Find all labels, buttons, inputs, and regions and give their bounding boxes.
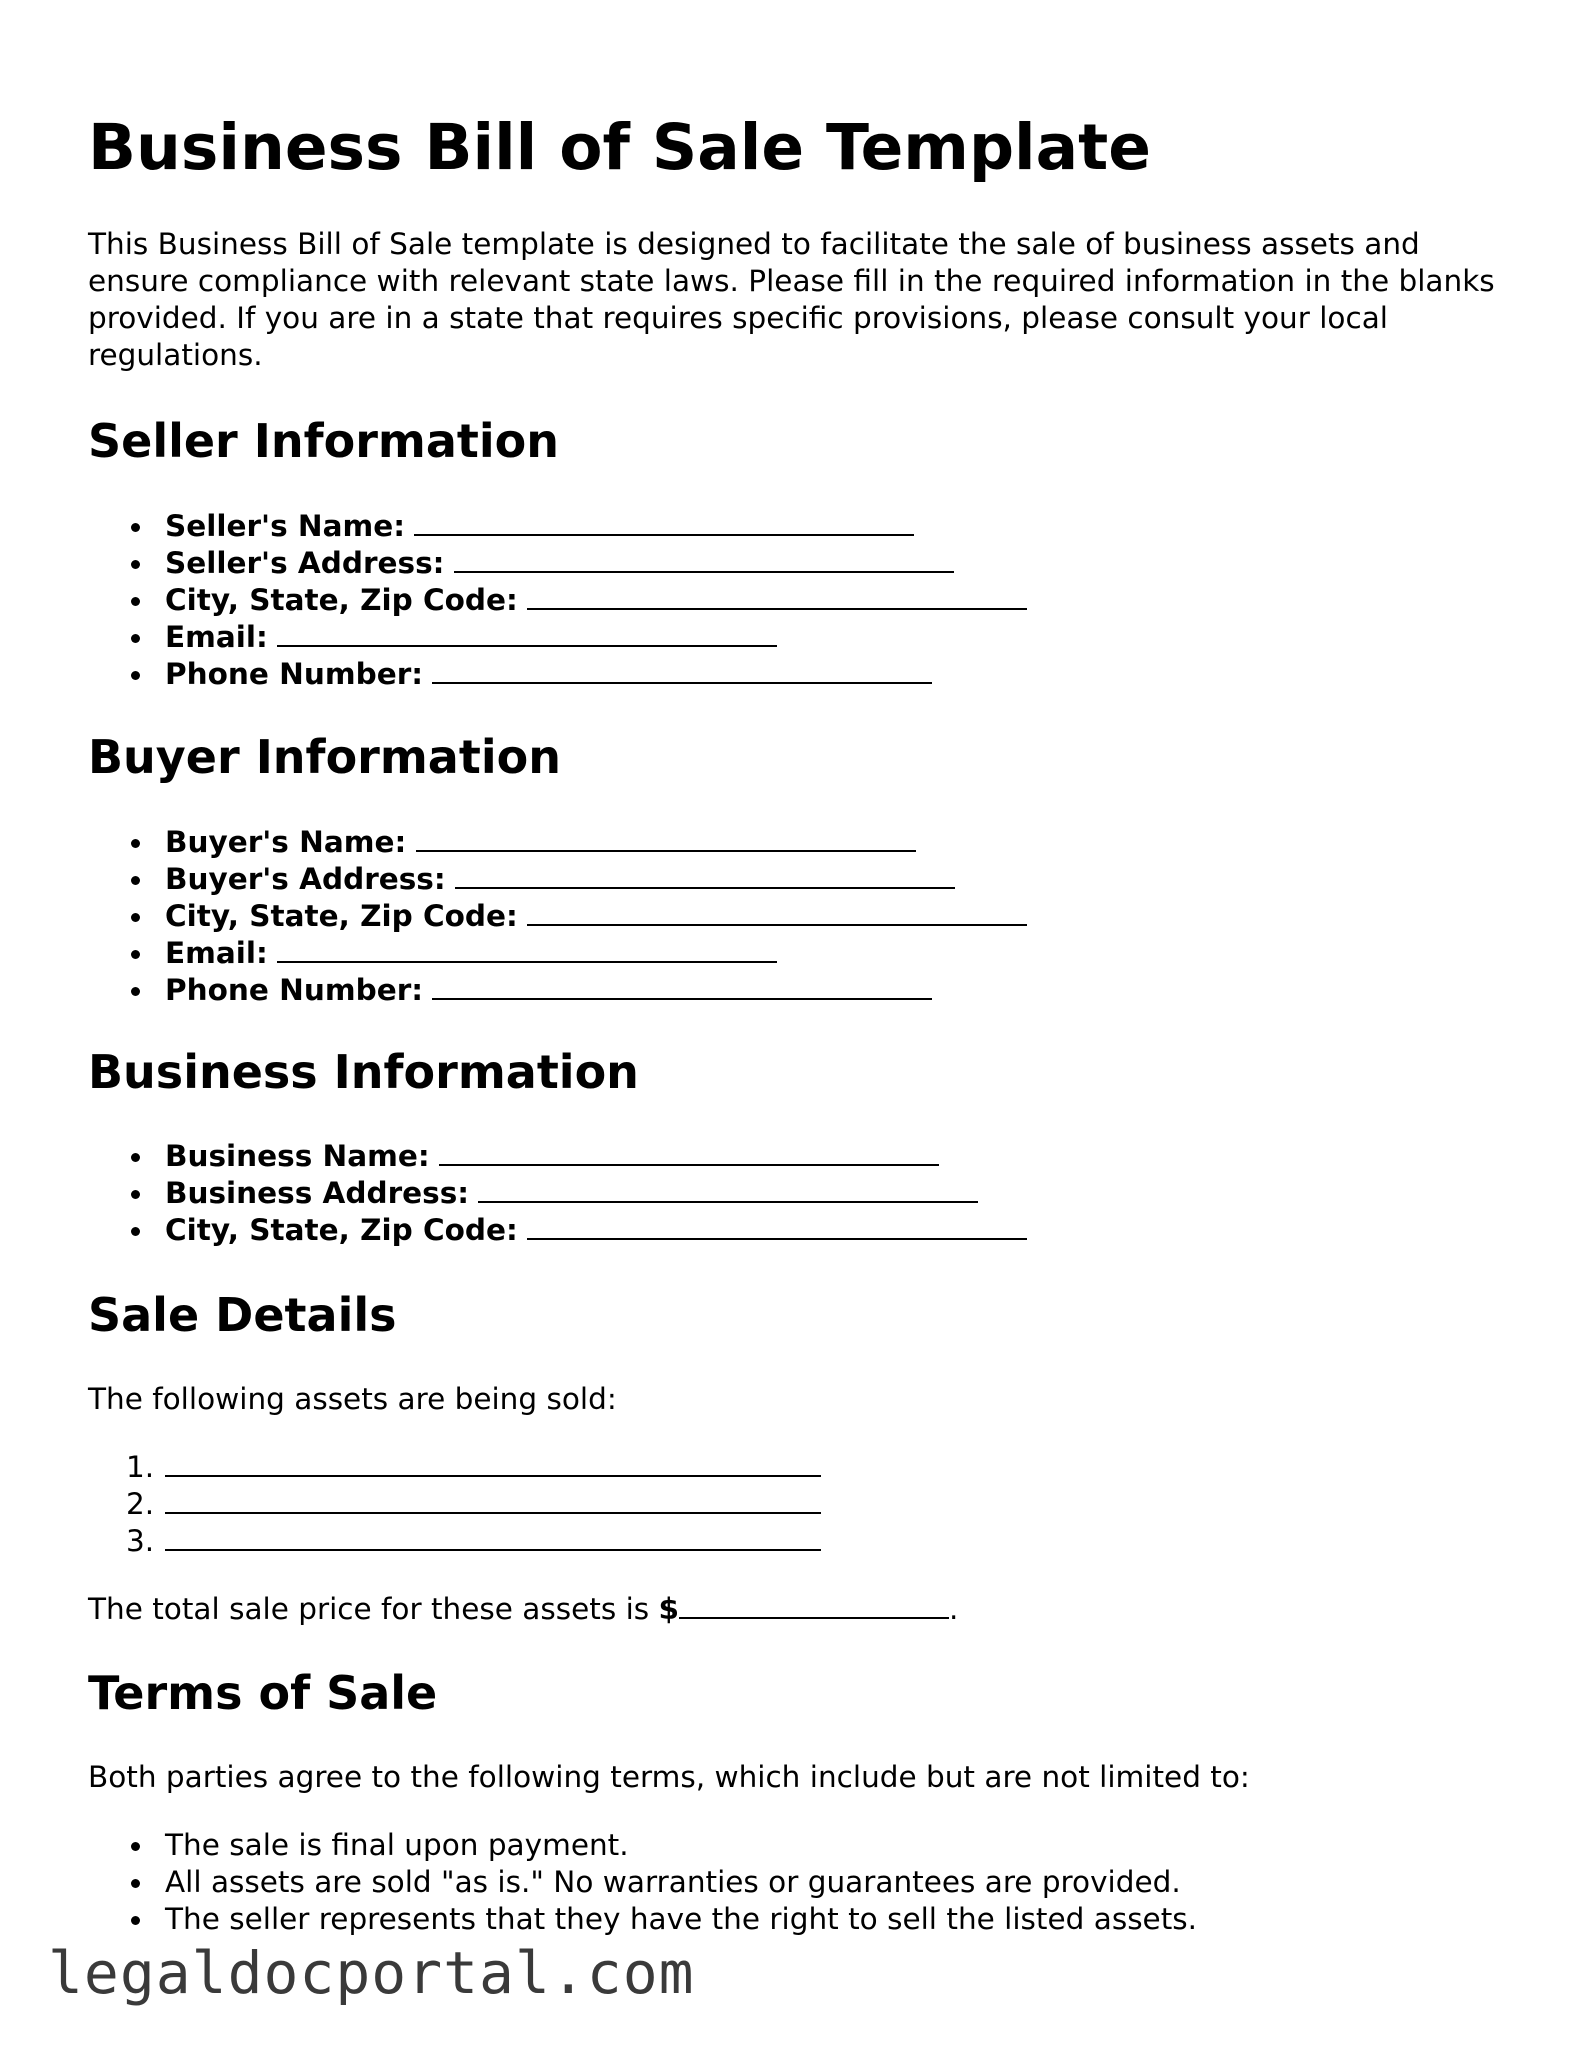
field-label: Buyer's Address: [165,862,446,896]
watermark-text: legaldocportal.com [48,1939,695,2007]
price-blank[interactable] [679,1592,949,1619]
buyer-phone-item [88,972,1027,1009]
field-label: Business Address: [165,1176,470,1210]
field-label: Seller's Address: [165,546,445,580]
asset-item [88,1449,821,1486]
buyer-city-item [88,898,1027,935]
terms-list [88,1827,1197,1938]
sale-heading: Sale Details [88,1288,397,1342]
field-label: Seller's Name: [165,509,406,543]
assets-intro: The following assets are being sold: [88,1382,617,1416]
seller-address-item [88,545,1027,582]
buyer-email-blank[interactable] [277,936,777,963]
field-label: Email: [165,620,268,654]
asset-blank-2[interactable] [165,1487,821,1514]
page-title: Business Bill of Sale Template [88,111,1152,184]
field-label: Buyer's Name: [165,825,407,859]
seller-city-blank[interactable] [527,583,1027,610]
business-field-list [88,1138,1027,1249]
asset-blank-3[interactable] [165,1524,821,1551]
asset-number: 1. [126,1450,155,1484]
asset-item [88,1486,821,1523]
buyer-address-blank[interactable] [455,862,955,889]
buyer-name-blank[interactable] [416,825,916,852]
seller-address-blank[interactable] [454,546,954,573]
business-address-blank[interactable] [478,1176,978,1203]
terms-item: The sale is final upon payment. [88,1827,1197,1864]
seller-phone-item [88,656,1027,693]
business-city-blank[interactable] [527,1213,1027,1240]
business-city-item [88,1212,1027,1249]
terms-heading: Terms of Sale [88,1666,438,1720]
field-label: Business Name: [165,1139,430,1173]
business-heading: Business Information [88,1045,639,1099]
buyer-address-item [88,861,1027,898]
asset-list [88,1449,821,1560]
buyer-phone-blank[interactable] [432,973,932,1000]
buyer-field-list [88,824,1027,1009]
terms-intro: Both parties agree to the following terms, which include but are not limited to: [88,1760,1250,1794]
business-name-item [88,1138,1027,1175]
seller-field-list [88,508,1027,693]
terms-item: All assets are sold "as is." No warranties or guarantees are provided. [88,1864,1197,1901]
asset-item [88,1523,821,1560]
seller-email-item [88,619,1027,656]
business-address-item [88,1175,1027,1212]
buyer-heading: Buyer Information [88,730,561,784]
buyer-name-item [88,824,1027,861]
seller-name-blank[interactable] [414,509,914,536]
field-label: City, State, Zip Code: [165,1213,518,1247]
business-name-blank[interactable] [439,1139,939,1166]
currency-symbol: $ [658,1592,680,1626]
field-label: Phone Number: [165,657,424,691]
buyer-city-blank[interactable] [527,899,1027,926]
asset-number: 3. [126,1524,155,1558]
field-label: Phone Number: [165,973,424,1007]
seller-heading: Seller Information [88,414,560,468]
field-label: Email: [165,936,268,970]
intro-paragraph: This Business Bill of Sale template is designed to facilitate the sale of business assets and ensure compliance with relevant state laws. Please fill in the required information in the blanks provided. If you are in a state that requires specific provisions, please consult your local regulations. [88,227,1495,372]
terms-item: The seller represents that they have the right to sell the listed assets. [88,1901,1197,1938]
seller-city-item [88,582,1027,619]
price-suffix: . [949,1592,959,1626]
asset-number: 2. [126,1487,155,1521]
price-sentence [88,1591,958,1628]
seller-phone-blank[interactable] [432,657,932,684]
asset-blank-1[interactable] [165,1450,821,1477]
field-label: City, State, Zip Code: [165,899,518,933]
seller-name-item [88,508,1027,545]
price-prefix: The total sale price for these assets is [88,1592,659,1626]
field-label: City, State, Zip Code: [165,583,518,617]
buyer-email-item [88,935,1027,972]
seller-email-blank[interactable] [277,620,777,647]
